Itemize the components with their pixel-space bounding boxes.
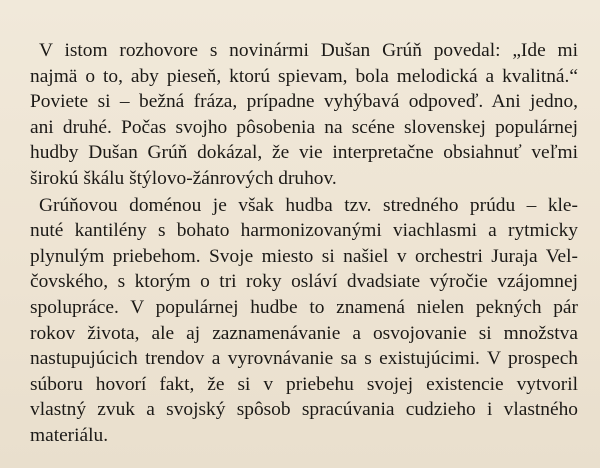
article-body: [30, 38, 578, 449]
text-line: širokú škálu štýlovo-žánrových druhov.: [30, 167, 337, 189]
text-line: materiálu.: [30, 424, 109, 446]
text-line: vlastný zvuk a svojský spôsob spracúvania cudzieho i vlastného: [30, 399, 578, 421]
paragraph-1: [30, 38, 578, 192]
text-line: najmä o to, aby pieseň, ktorú spievam, bola melodická a kvalitná.“: [30, 65, 578, 87]
paragraph-2: [30, 193, 578, 449]
text-line: rokov života, ale aj zaznamenávanie a osvojovanie si množstva: [30, 322, 578, 344]
text-line: súboru hovorí fakt, že si v priebehu svojej existencie vytvoril: [30, 373, 578, 395]
text-line: spolupráce. V populárnej hudbe to znamená nielen pekných pár: [30, 296, 578, 318]
text-line: Grúňovou doménou je však hudba tzv. stredného prúdu – kle-: [39, 194, 578, 216]
text-line: nastupujúcich trendov a vyrovnávanie sa s existujúcimi. V prospech: [30, 348, 578, 370]
text-line: čovského, s ktorým o tri roky osláví dvadsiate výročie vzájomnej: [30, 271, 578, 293]
text-line: nuté kantilény s bohato harmonizovanými viachlasmi a rytmicky: [30, 220, 578, 242]
text-line: V istom rozhovore s novinármi Dušan Grúň povedal: „Ide mi: [39, 40, 578, 61]
text-line: ani druhé. Počas svojho pôsobenia na scéne slovenskej populárnej: [30, 116, 578, 138]
text-line: plynulým priebehom. Svoje miesto si našiel v orchestri Juraja Vel-: [30, 245, 578, 267]
text-line: hudby Dušan Grúň dokázal, že vie interpretačne obsiahnuť veľmi: [30, 142, 578, 164]
text-line: Poviete si – bežná fráza, prípadne vyhýbavá odpoveď. Ani jedno,: [30, 91, 578, 113]
